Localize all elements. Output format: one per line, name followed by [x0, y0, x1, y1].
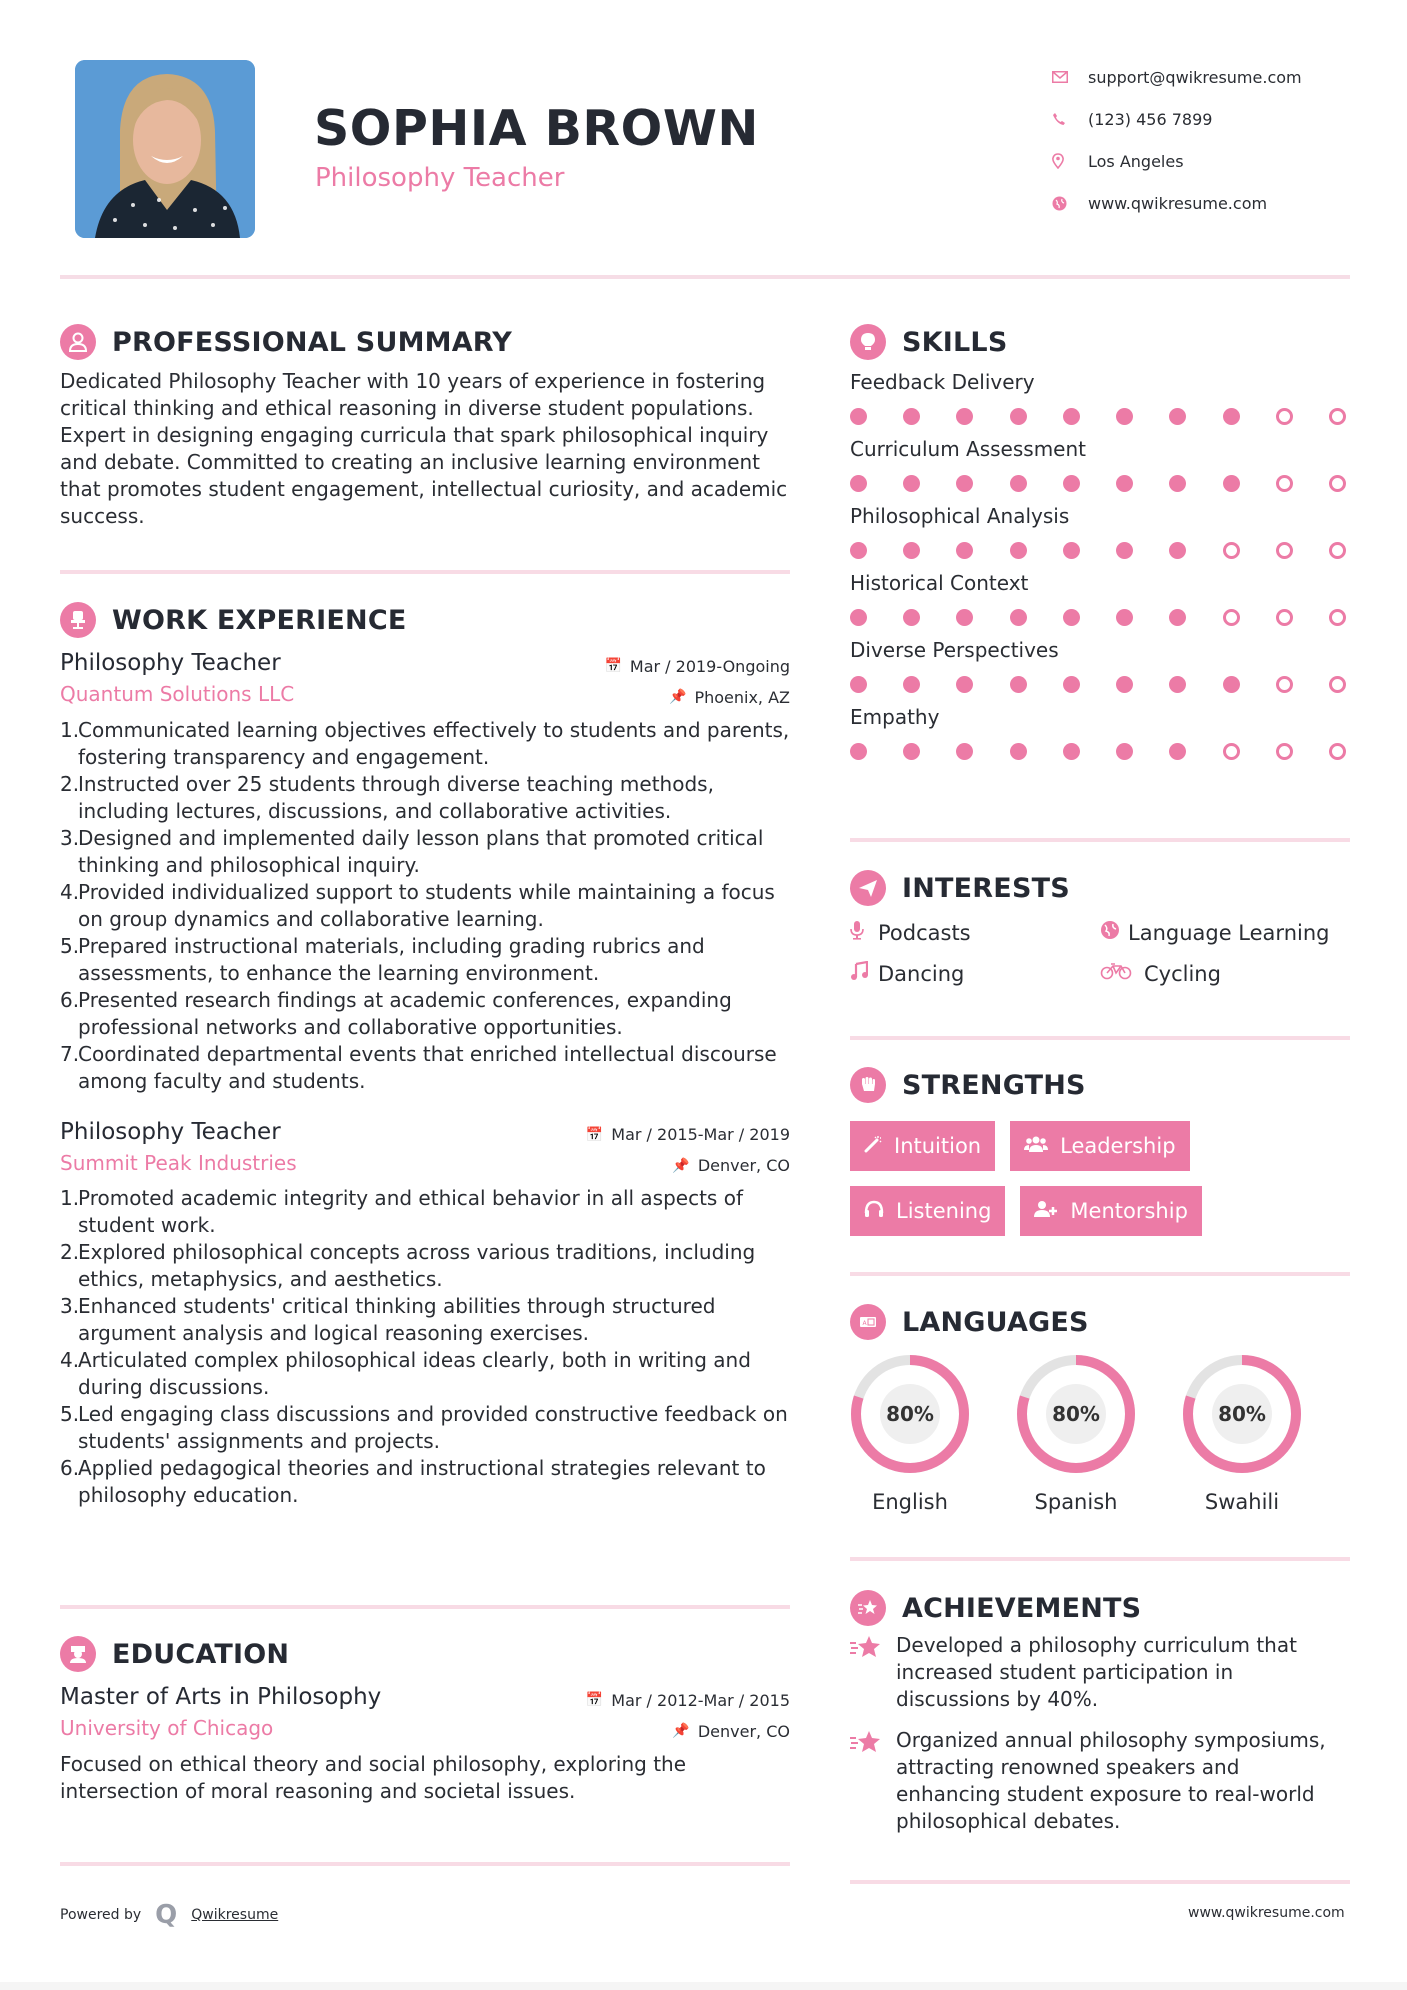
page-bottom-band — [0, 1982, 1407, 1990]
list-item: 7.Coordinated departmental events that enriched intellectual discourse among faculty and students. — [60, 1041, 777, 1093]
job-role: Philosophy Teacher — [60, 1118, 281, 1145]
rating-dot-filled — [1223, 475, 1240, 492]
language-progress-ring — [850, 1354, 970, 1474]
rating-dot-filled — [956, 743, 973, 760]
bicycle-icon — [1100, 962, 1144, 985]
rating-dot-filled — [903, 609, 920, 626]
responsibilities-list — [60, 1185, 790, 1509]
rating-dot-filled — [1063, 743, 1080, 760]
rating-dot-filled — [956, 609, 973, 626]
rating-dot-empty — [1276, 743, 1293, 760]
school: University of Chicago — [60, 1716, 274, 1740]
calendar-icon: 📅 — [604, 658, 622, 674]
section-divider — [60, 1862, 790, 1866]
rating-dot-filled — [850, 609, 867, 626]
skill-item — [850, 435, 1350, 492]
job-role: Philosophy Teacher — [60, 650, 281, 676]
globe-icon — [1052, 196, 1088, 211]
rating-dot-filled — [1063, 475, 1080, 492]
rating-dot-filled — [903, 475, 920, 492]
rating-dot-empty — [1223, 542, 1240, 559]
rating-dot-filled — [1063, 408, 1080, 425]
strengths-section — [850, 1067, 1350, 1236]
language-item — [1182, 1354, 1348, 1514]
rating-dot-filled — [1116, 743, 1133, 760]
job-dates: 📅 Mar / 2019-Ongoing — [604, 656, 790, 676]
rating-dot-filled — [1116, 609, 1133, 626]
list-item: 6.Applied pedagogical theories and instructional strategies relevant to philosophy education. — [60, 1456, 766, 1507]
job-location: 📌 Phoenix, AZ — [669, 687, 790, 707]
list-item: 3.Designed and implemented daily lesson plans that promoted critical thinking and philosophical inquiry. — [60, 825, 764, 877]
section-title-strengths: STRENGTHS — [902, 1069, 1086, 1101]
skill-item — [850, 703, 1350, 760]
rating-dot-filled — [903, 542, 920, 559]
achievement-item: Organized annual philosophy symposiums, attracting renowned speakers and enhancing student exposure to real-world philosophical debates. — [850, 1727, 1350, 1835]
fist-icon — [850, 1067, 886, 1103]
section-divider — [850, 1557, 1350, 1561]
rating-dot-filled — [1116, 676, 1133, 693]
languages-list — [850, 1354, 1350, 1514]
translate-icon — [850, 1304, 886, 1340]
skills-list — [850, 368, 1350, 760]
list-item: 1.Communicated learning objectives effectively to students and parents, fostering transparency and engagement. — [60, 717, 790, 769]
strength-mentorship: Mentorship — [1020, 1186, 1201, 1236]
contact-website[interactable]: www.qwikresume.com — [1052, 182, 1372, 224]
language-name: Swahili — [1204, 1490, 1280, 1514]
list-item: 2.Explored philosophical concepts across various traditions, including ethics, metaphysics, and aesthetics. — [60, 1240, 756, 1291]
rating-dot-filled — [956, 475, 973, 492]
language-progress-ring — [1016, 1354, 1136, 1474]
section-title-summary: PROFESSIONAL SUMMARY — [112, 326, 513, 358]
rating-dot-filled — [1169, 408, 1186, 425]
headphones-icon — [864, 1200, 884, 1223]
section-title-interests: INTERESTS — [902, 872, 1070, 904]
rating-dot-filled — [1063, 609, 1080, 626]
rating-dot-filled — [956, 542, 973, 559]
pushpin-icon: 📌 — [672, 1723, 690, 1739]
rating-dot-empty — [1223, 743, 1240, 760]
rating-dot-filled — [1169, 542, 1186, 559]
rating-dot-empty — [1276, 475, 1293, 492]
rating-dot-filled — [956, 676, 973, 693]
section-title-languages: LANGUAGES — [902, 1306, 1089, 1338]
section-divider — [850, 838, 1350, 842]
candidate-name: SOPHIA BROWN — [314, 100, 759, 157]
language-item — [1016, 1354, 1182, 1514]
list-item: 6.Presented research findings at academic conferences, expanding professional networks and collaborative opportunities. — [60, 987, 732, 1039]
rating-dot-filled — [903, 408, 920, 425]
interests-section — [850, 870, 1350, 986]
rating-dot-filled — [1116, 408, 1133, 425]
language-name: Spanish — [1034, 1490, 1118, 1514]
list-item: 4.Provided individualized support to students while maintaining a focus on group dynamics and collaborative learning. — [60, 879, 775, 931]
qwikresume-logo-icon: Q — [155, 1900, 178, 1930]
skill-name: Feedback Delivery — [850, 370, 1035, 394]
magic-wand-icon — [864, 1135, 882, 1158]
interest-language-learning: Language Learning — [1100, 920, 1350, 945]
skill-rating — [850, 609, 1346, 626]
rating-dot-filled — [850, 542, 867, 559]
skill-rating — [850, 743, 1346, 760]
office-chair-icon — [60, 602, 96, 638]
list-item: 1.Promoted academic integrity and ethical behavior in all aspects of student work. — [60, 1186, 743, 1237]
language-percent: 80% — [1212, 1384, 1272, 1444]
rating-dot-filled — [1010, 609, 1027, 626]
section-divider — [850, 1272, 1350, 1276]
user-plus-icon — [1034, 1200, 1058, 1223]
rating-dot-filled — [850, 743, 867, 760]
rating-dot-filled — [1169, 609, 1186, 626]
footer-website[interactable]: www.qwikresume.com — [1188, 1905, 1345, 1921]
rating-dot-filled — [1169, 475, 1186, 492]
responsibilities-list — [60, 717, 790, 1095]
list-item: 5.Led engaging class discussions and provided constructive feedback on students' assignments and projects. — [60, 1402, 788, 1453]
job-dates: 📅 Mar / 2015-Mar / 2019 — [585, 1125, 790, 1144]
job-location: 📌 Denver, CO — [672, 1156, 790, 1175]
pushpin-icon: 📌 — [672, 1157, 690, 1174]
map-pin-icon — [1052, 153, 1088, 169]
rating-dot-empty — [1276, 676, 1293, 693]
rating-dot-filled — [850, 408, 867, 425]
skill-name: Curriculum Assessment — [850, 437, 1087, 461]
section-divider — [850, 1880, 1350, 1884]
music-note-icon — [850, 961, 878, 986]
language-progress-ring — [1182, 1354, 1302, 1474]
calendar-icon: 📅 — [585, 1692, 604, 1708]
globe-icon — [1100, 920, 1128, 945]
skill-name: Philosophical Analysis — [850, 504, 1070, 528]
rating-dot-filled — [903, 743, 920, 760]
job-company: Quantum Solutions LLC — [60, 682, 295, 706]
rating-dot-filled — [1010, 743, 1027, 760]
job-company: Summit Peak Industries — [60, 1150, 297, 1175]
education-location: 📌 Denver, CO — [672, 1721, 790, 1741]
rating-dot-empty — [1329, 542, 1346, 559]
strength-listening: Listening — [850, 1186, 1005, 1236]
rating-dot-filled — [956, 408, 973, 425]
calendar-icon: 📅 — [585, 1126, 604, 1143]
achievement-item: Developed a philosophy curriculum that increased student participation in discussions by 40%. — [850, 1632, 1350, 1713]
candidate-title: Philosophy Teacher — [315, 163, 565, 193]
pushpin-icon: 📌 — [669, 689, 687, 705]
skill-rating — [850, 408, 1346, 425]
interest-cycling: Cycling — [1100, 961, 1350, 986]
section-title-achievements: ACHIEVEMENTS — [902, 1592, 1142, 1624]
achievements-section — [850, 1590, 1350, 1835]
contact-location: Los Angeles — [1052, 140, 1372, 182]
skill-rating — [850, 676, 1346, 693]
header-divider — [60, 275, 1350, 279]
envelope-icon — [1052, 71, 1088, 83]
shooting-star-icon — [850, 1590, 886, 1626]
list-item: 4.Articulated complex philosophical ideas clearly, both in writing and during discussions. — [60, 1348, 751, 1399]
users-icon — [1024, 1135, 1048, 1158]
rating-dot-empty — [1329, 475, 1346, 492]
section-title-work: WORK EXPERIENCE — [112, 604, 407, 636]
list-item: 3.Enhanced students' critical thinking abilities through structured argument analysis and logical reasoning exercises. — [60, 1294, 716, 1345]
graduate-icon — [60, 1636, 96, 1672]
section-title-education: EDUCATION — [112, 1638, 290, 1670]
contact-list — [1052, 56, 1372, 224]
list-item: 2.Instructed over 25 students through diverse teaching methods, including lectures, discussions, and collaborative activities. — [60, 771, 714, 823]
work-section — [60, 602, 790, 1509]
skill-name: Empathy — [850, 705, 940, 729]
shooting-star-icon — [850, 1632, 896, 1713]
profile-photo — [75, 60, 255, 238]
skill-item — [850, 636, 1350, 693]
rating-dot-empty — [1329, 743, 1346, 760]
rating-dot-filled — [1010, 408, 1027, 425]
rating-dot-filled — [1223, 408, 1240, 425]
rating-dot-empty — [1329, 609, 1346, 626]
language-name: English — [872, 1490, 948, 1514]
rating-dot-empty — [1329, 676, 1346, 693]
rating-dot-filled — [1169, 676, 1186, 693]
skill-item — [850, 502, 1350, 559]
contact-phone[interactable]: (123) 456 7899 — [1052, 98, 1372, 140]
skill-name: Historical Context — [850, 571, 1029, 595]
rating-dot-empty — [1276, 609, 1293, 626]
section-divider — [850, 1036, 1350, 1040]
footer-powered-by: Powered by Q Qwikresume — [60, 1900, 279, 1930]
microphone-icon — [850, 920, 878, 945]
strength-leadership: Leadership — [1010, 1121, 1189, 1171]
list-item: 5.Prepared instructional materials, including grading rubrics and assessments, to enhance the learning environment. — [60, 933, 705, 985]
rating-dot-filled — [1116, 475, 1133, 492]
section-divider — [60, 1605, 790, 1609]
phone-icon — [1052, 112, 1088, 126]
degree: Master of Arts in Philosophy — [60, 1684, 382, 1710]
education-section — [60, 1636, 790, 1805]
rating-dot-empty — [1276, 408, 1293, 425]
qwikresume-link[interactable]: Qwikresume — [191, 1907, 279, 1923]
education-dates: 📅 Mar / 2012-Mar / 2015 — [585, 1690, 790, 1710]
education-description: Focused on ethical theory and social philosophy, exploring the intersection of moral reasoning and societal issues. — [60, 1751, 687, 1803]
job-entry — [60, 650, 790, 1095]
rating-dot-empty — [1223, 609, 1240, 626]
rating-dot-filled — [1169, 743, 1186, 760]
shooting-star-icon — [850, 1727, 896, 1835]
lightbulb-icon — [850, 324, 886, 360]
rating-dot-filled — [1223, 676, 1240, 693]
rating-dot-filled — [903, 676, 920, 693]
job-entry — [60, 1119, 790, 1510]
language-percent: 80% — [1046, 1384, 1106, 1444]
rating-dot-filled — [850, 475, 867, 492]
rating-dot-filled — [1116, 542, 1133, 559]
skill-name: Diverse Perspectives — [850, 638, 1059, 662]
interest-podcasts: Podcasts — [850, 920, 1100, 945]
skills-section — [850, 324, 1350, 770]
languages-section — [850, 1304, 1350, 1514]
rating-dot-filled — [850, 676, 867, 693]
avatar — [75, 60, 255, 238]
skill-item — [850, 368, 1350, 425]
section-title-skills: SKILLS — [902, 326, 1008, 358]
rating-dot-filled — [1010, 542, 1027, 559]
interest-dancing: Dancing — [850, 961, 1100, 986]
skill-rating — [850, 475, 1346, 492]
strength-intuition: Intuition — [850, 1121, 995, 1171]
language-item — [850, 1354, 1016, 1514]
rating-dot-filled — [1010, 676, 1027, 693]
skill-item — [850, 569, 1350, 626]
rating-dot-filled — [1063, 542, 1080, 559]
summary-text: Dedicated Philosophy Teacher with 10 years of experience in fostering critical thinking and ethical reasoning in diverse student populations. Expert in designing engaging curricula that spark philosophical inquiry and debate. Committed to creating an inclusive learning environment that promotes student engagement, intellectual curiosity, and academic success. — [60, 369, 788, 528]
language-percent: 80% — [880, 1384, 940, 1444]
summary-section — [60, 324, 790, 530]
rating-dot-empty — [1276, 542, 1293, 559]
skill-rating — [850, 542, 1346, 559]
svg-text:A: A — [862, 1320, 867, 1327]
rating-dot-filled — [1063, 676, 1080, 693]
section-divider — [60, 570, 790, 574]
rating-dot-empty — [1329, 408, 1346, 425]
paper-plane-icon — [850, 870, 886, 906]
rating-dot-filled — [1010, 475, 1027, 492]
user-icon — [60, 324, 96, 360]
contact-email[interactable]: support@qwikresume.com — [1052, 56, 1372, 98]
